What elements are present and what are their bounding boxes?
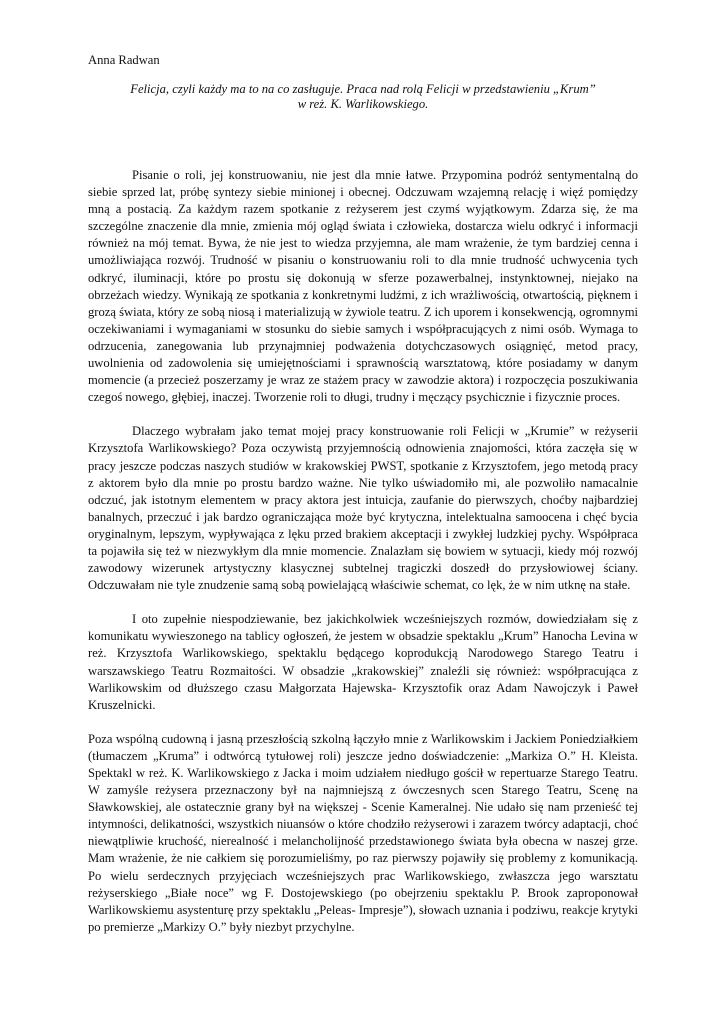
paragraph-2: Dlaczego wybrałam jako temat mojej pracy konstruowanie roli Felicji w „Krumie” w reżyserii Krzysztofa Warlikowskiego? Poza oczywistą przyjemnością odnowienia znajomości, która zaczęła się w pracy jeszcze podczas naszych studiów w krakowskiej PWST, spotkanie z Krzysztofem, jego metodą pracy z aktorem było dla mnie po prostu bardzo ważne. Nie tylko uświadomiło mi, ale pozwoliło namacalnie odczuć, jak istotnym elementem w pracy aktora jest intuicja, zaufanie do pierwszych, choćby najbardziej banalnych, przeczuć i jak bardzo ograniczająca może być krytyczna, intelektualna samoocena i chęć bycia oryginalnym, lepszym, wypływająca z lęku przed brakiem akceptacji i zwykłej ludzkiej pychy. Współpraca ta pojawiła się też w niezwykłym dla mnie momencie. Znalazłam się bowiem w sytuacji, kiedy mój rozwój zawodowy wizerunek artystyczny klasycznej subtelnej tragiczki doszedł do przysłowiowej ściany. Odczuwałam nie tyle znudzenie samą sobą powielającą właściwie schemat, co lęk, że w nim utknę na stałe. <box>88 424 638 593</box>
paragraph-1: Pisanie o roli, jej konstruowaniu, nie jest dla mnie łatwe. Przypomina podróż sentymentalną do siebie sprzed lat, próbę syntezy siebie minionej i obecnej. Odczuwam wzajemną relację i więź pomiędzy mną a postacią. Za każdym razem spotkanie z reżyserem jest czymś wyjątkowym. Zdarza się, że ma szczególne znaczenie dla mnie, zmienia mój ogląd świata i człowieka, dostarcza wielu odkryć i informacji również na mój temat. Bywa, że nie jest to wiedza przyjemna, ale mam wrażenie, że tym bardziej cenna i umożliwiająca rozwój. Trudność w pisaniu o konstruowaniu roli to dla mnie trudność uchwycenia tych odkryć, iluminacji, które po prostu się dokonują w sferze pozawerbalnej, instynktownej, niejako na obrzeżach wiedzy. Wynikają ze spotkania z konkretnymi ludźmi, z ich wrażliwością, otwartością, pięknem i grozą świata, który ze sobą niosą i materializują w żywiole teatru. Z ich uporem i konsekwencją, ogromnymi oczekiwaniami i wymaganiami w stosunku do siebie samych i współpracujących z nimi osób. Wymaga to odrzucenia, zanegowania lub przynajmniej podważenia dotychczasowych osiągnięć, metod pracy, uwolnienia od zadowolenia się umiejętnościami i sprawnością warsztatową, które posiadamy w danym momencie (a przecież poszerzamy je wraz ze stażem pracy w zawodzie aktora) i rozpoczęcia poszukiwania czegoś nowego, głębiej, inaczej. Tworzenie roli to długi, trudny i męczący psychicznie i fizycznie proces. <box>88 168 638 405</box>
paragraph-3: I oto zupełnie niespodziewanie, bez jakichkolwiek wcześniejszych rozmów, dowiedziałam się z komunikatu wywieszonego na tablicy ogłoszeń, że jestem w obsadzie spektaklu „Krum” Hanocha Levina w reż. Krzysztofa Warlikowskiego, spektaklu będącego koprodukcją Narodowego Starego Teatru i warszawskiego Teatru Rozmaitości. W obsadzie „krakowskiej” znaleźli się również: współpracująca z Warlikowskim od dłuższego czasu Małgorzata Hajewska- Krzysztofik oraz Adam Nawojczyk i Paweł Kruszelnicki. <box>88 612 638 712</box>
document-title <box>88 82 638 112</box>
author-name: Anna Radwan <box>88 53 160 67</box>
title-line-1: Felicja, czyli każdy ma to na co zasługuje. Praca nad rolą Felicji w przedstawieniu „Krum” <box>130 82 596 96</box>
paragraph-4: Poza wspólną cudowną i jasną przeszłością szkolną łączyło mnie z Warlikowskim i Jackiem Poniedziałkiem (tłumaczem „Kruma” i odtwórcą tytułowej roli) jeszcze jedno doświadczenie: „Markiza O.” H. Kleista. Spektakl w reż. K. Warlikowskiego z Jacka i moim udziałem niedługo gościł w repertuarze Starego Teatru. W zamyśle reżysera przeznaczony był na najmniejszą z ówczesnych scen Starego Teatru, Scenę na Sławkowskiej, ale ostatecznie grany był na większej - Scenie Kameralnej. Nie udało się nam przenieść tej intymności, delikatności, wszystkich niuansów o które chodziło reżyserowi i zarazem twórcy adaptacji, choć niewątpliwie kruchość, nierealność i melancholijność przedstawionego świata była obecna w naszej grze. Mam wrażenie, że nie całkiem się porozumieliśmy, po raz pierwszy pojawiły się problemy z komunikacją. Po wielu serdecznych przyjęciach wcześniejszych prac Warlikowskiego, zwłaszcza jego warsztatu reżyserskiego „Białe noce” wg F. Dostojewskiego (po obejrzeniu spektaklu P. Brook zaproponował Warlikowskiemu asystenturę przy spektaklu „Peleas- Impresje”), słowach uznania i podziwu, reakcje krytyki po premierze „Markizy O.” były niezbyt przychylne. <box>88 731 638 934</box>
title-line-2: w reż. K. Warlikowskiego. <box>297 97 429 111</box>
document-page <box>88 52 638 936</box>
